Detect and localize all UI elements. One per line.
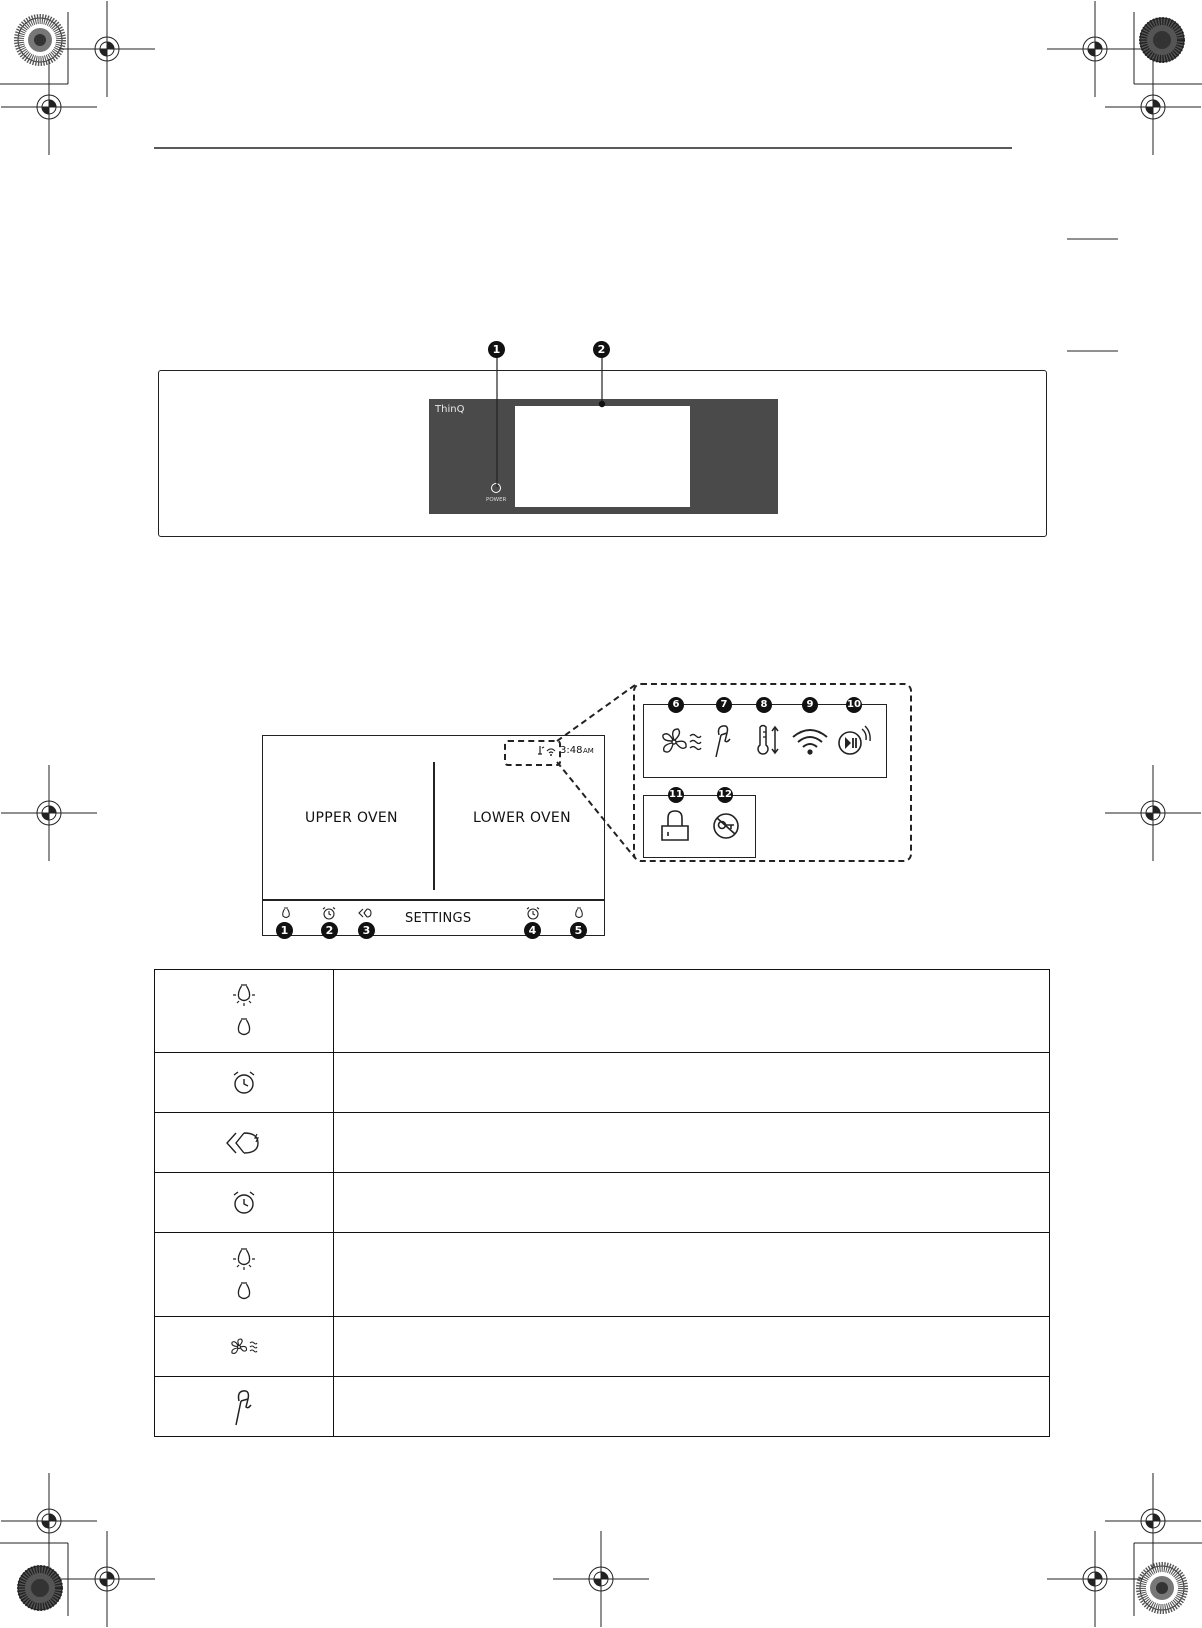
- callout-b3: 3: [358, 922, 375, 939]
- callout-1: 1: [488, 341, 505, 358]
- control-lock-icon: [660, 808, 690, 844]
- table-row: [155, 1377, 1050, 1437]
- light-off-icon: [230, 1281, 258, 1303]
- callout-7: 7: [716, 697, 732, 713]
- description-cell: [334, 1113, 1050, 1173]
- icon-cell: [155, 1233, 334, 1317]
- icon-cell: [155, 1317, 334, 1377]
- status-time: 3:48: [560, 745, 583, 756]
- callout-b2: 2: [321, 922, 338, 939]
- upper-oven-button[interactable]: UPPER OVEN: [305, 810, 398, 826]
- meat-probe-icon: [711, 723, 737, 759]
- door-lock-icon: [712, 812, 740, 840]
- light-on-icon: [230, 1247, 258, 1271]
- power-label: POWER: [486, 497, 507, 503]
- callout-8: 8: [756, 697, 772, 713]
- icon-description-table: [154, 969, 1050, 1437]
- callout-b5: 5: [570, 922, 587, 939]
- settings-button[interactable]: SETTINGS: [405, 911, 472, 926]
- table-row: [155, 1233, 1050, 1317]
- icon-cell: [155, 1173, 334, 1233]
- description-cell: [334, 1377, 1050, 1437]
- table-row: [155, 1173, 1050, 1233]
- icon-cell: [155, 1053, 334, 1113]
- description-cell: [334, 1233, 1050, 1317]
- callout-b4: 4: [524, 922, 541, 939]
- callout-12: 12: [717, 787, 733, 803]
- light-on-icon: [230, 983, 258, 1007]
- table-row: [155, 1317, 1050, 1377]
- timer-icon: [230, 1189, 258, 1217]
- table-row: [155, 1053, 1050, 1113]
- light-off-icon: [230, 1017, 258, 1039]
- table-row: [155, 970, 1050, 1053]
- timer-icon: [230, 1069, 258, 1097]
- callout-6: 6: [668, 697, 684, 713]
- remote-start-icon: [836, 724, 872, 758]
- table-row: [155, 1113, 1050, 1173]
- temp-adjust-icon: [754, 723, 782, 759]
- description-cell: [334, 970, 1050, 1053]
- callout-10: 10: [846, 697, 862, 713]
- callout-11: 11: [668, 787, 684, 803]
- meat-probe-icon: [230, 1387, 258, 1427]
- callout-b1: 1: [276, 922, 293, 939]
- status-ampm: AM: [583, 747, 594, 755]
- icon-cell: [155, 1113, 334, 1173]
- callout-9: 9: [802, 697, 818, 713]
- description-cell: [334, 1173, 1050, 1233]
- description-cell: [334, 1053, 1050, 1113]
- wifi-icon: [790, 725, 830, 757]
- convection-fan-icon: [229, 1336, 259, 1358]
- thinq-brand: ThinQ: [435, 404, 465, 415]
- callout-2: 2: [593, 341, 610, 358]
- icon-cell: [155, 970, 334, 1053]
- convection-fan-icon: [660, 725, 702, 759]
- description-cell: [334, 1317, 1050, 1377]
- lower-oven-button[interactable]: LOWER OVEN: [473, 810, 571, 826]
- easyclean-icon: [224, 1130, 264, 1156]
- icon-cell: [155, 1377, 334, 1437]
